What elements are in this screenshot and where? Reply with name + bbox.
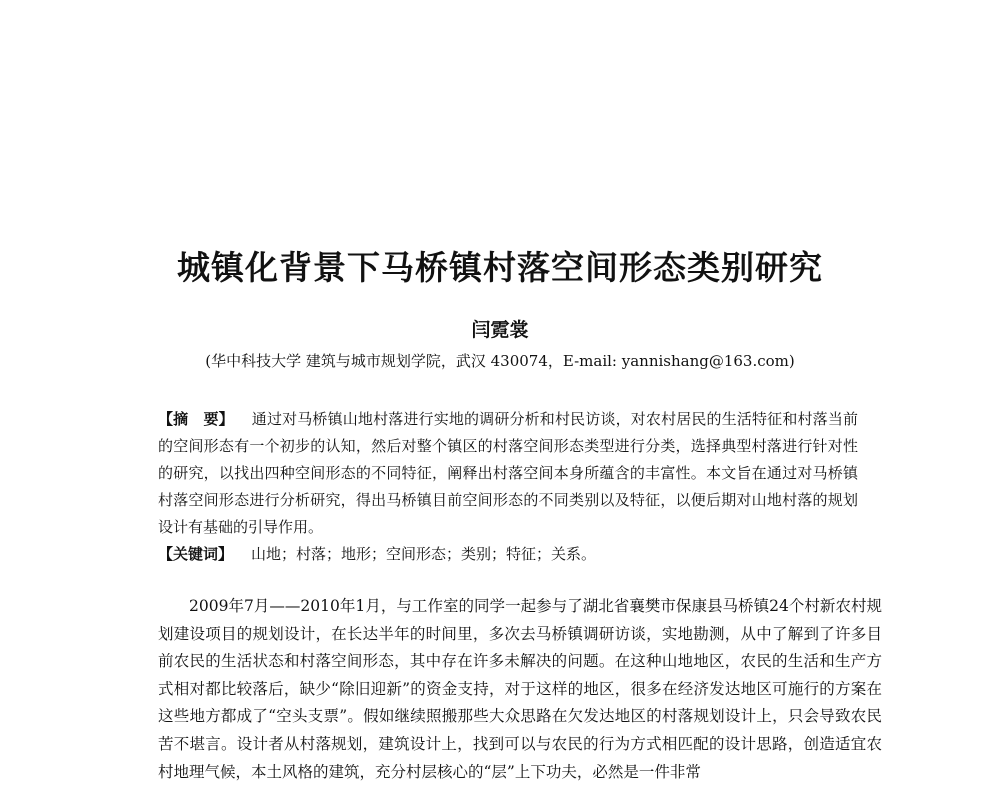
paper-title: 城镇化背景下马桥镇村落空间形态类别研究	[177, 248, 823, 288]
abstract	[158, 406, 858, 541]
author-name: 闫霓裳	[471, 319, 529, 341]
author-affiliation: (华中科技大学 建筑与城市规划学院，武汉 430074，E-mail: yannishang@163.com)	[205, 352, 795, 370]
keywords-text: 山地；村落；地形；空间形态；类别；特征；关系。	[251, 545, 597, 563]
abstract-label: 【摘 要】	[158, 410, 234, 428]
abstract-text: 通过对马桥镇山地村落进行实地的调研分析和村民访谈，对农村居民的生活特征和村落当前的空间形态有一个初步的认知，然后对整个镇区的村落空间形态类型进行分类，选择典型村落进行针对性的研究，以找出四种空间形态的不同特征，阐释出村落空间本身所蕴含的丰富性。本文旨在通过对马桥镇村落空间形态进行分析研究，得出马桥镇目前空间形态的不同类别以及特征，以便后期对山地村落的规划设计有基础的引导作用。	[158, 410, 858, 536]
body-paragraph: 2009年7月——2010年1月，与工作室的同学一起参与了湖北省襄樊市保康县马桥镇24个村新农村规划建设项目的规划设计，在长达半年的时间里，多次去马桥镇调研访谈，实地勘测，从中了解到了许多目前农民的生活状态和村落空间形态，其中存在许多未解决的问题。在这种山地地区，农民的生活和生产方式相对都比较落后，缺少“除旧迎新”的资金支持，对于这样的地区，很多在经济发达地区可施行的方案在这些地方都成了“空头支票”。假如继续照搬那些大众思路在欠发达地区的村落规划设计上，只会导致农民苦不堪言。设计者从村落规划，建筑设计上，找到可以与农民的行为方式相匹配的设计思路，创造适宜农村地理气候，本土风格的建筑，充分村层核心的“层”上下功夫，必然是一件非常	[158, 597, 882, 781]
keywords-label: 【关键词】	[158, 545, 234, 563]
keywords	[158, 541, 858, 568]
